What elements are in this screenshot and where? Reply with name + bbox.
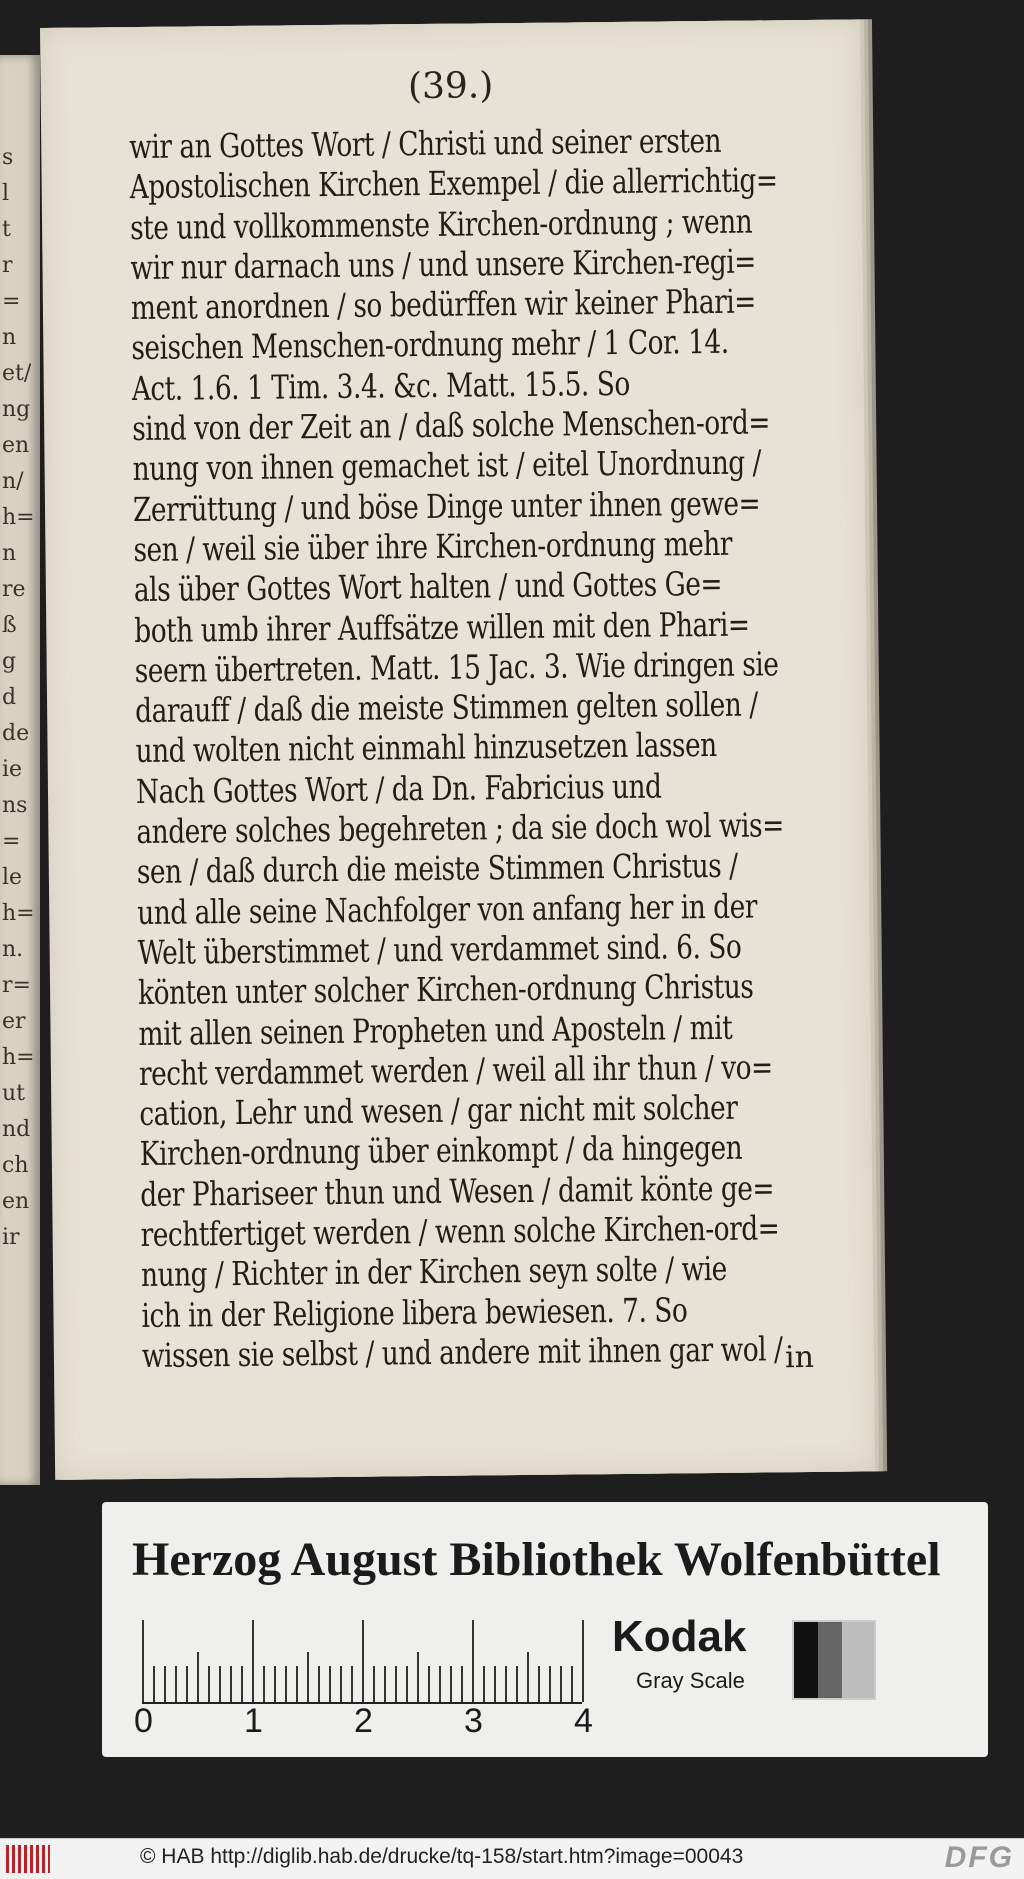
ruler-tick bbox=[450, 1666, 452, 1702]
text-line: der Phariseer thun und Wesen / damit könte ge= bbox=[140, 1168, 775, 1214]
ruler-tick bbox=[197, 1652, 199, 1702]
left-page-fragment: ns bbox=[2, 793, 28, 818]
left-page-fragment: t bbox=[2, 217, 11, 242]
text-line: wir nur darnach uns / und unsere Kirchen-regi= bbox=[130, 241, 757, 287]
text-line: cation, Lehr und wesen / gar nicht mit solcher bbox=[139, 1087, 738, 1134]
left-page-fragment: ng bbox=[2, 397, 31, 422]
book-page bbox=[40, 19, 875, 1480]
dfg-logo: DFG bbox=[944, 1841, 1014, 1874]
footer-credit-link[interactable]: © HAB http://diglib.hab.de/drucke/tq-158/start.htm?image=00043 bbox=[140, 1845, 744, 1868]
ruler-tick bbox=[428, 1666, 430, 1702]
text-line: andere solches begehreten ; da sie doch wol wis= bbox=[136, 805, 784, 852]
text-line: als über Gottes Wort halten / und Gottes Ge= bbox=[133, 564, 723, 610]
ruler-tick bbox=[516, 1666, 518, 1702]
text-line: rechtfertiget werden / wenn solche Kirchen-ord= bbox=[140, 1208, 780, 1255]
text-line: sen / daß durch die meiste Stimmen Christus / bbox=[136, 846, 738, 892]
gray-scale-swatch bbox=[792, 1620, 876, 1700]
ruler-tick bbox=[186, 1666, 188, 1702]
left-page-fragment: ut bbox=[2, 1081, 26, 1106]
text-line: Zerrüttung / und böse Dinge unter ihnen gewe= bbox=[132, 483, 761, 529]
ruler-tick bbox=[263, 1666, 265, 1702]
left-page-fragment: et/ bbox=[2, 361, 32, 386]
left-page-fragment: l bbox=[2, 181, 10, 206]
left-page-fragment: n bbox=[2, 325, 17, 350]
text-line: ich in der Religione libera bewiesen. 7. So bbox=[141, 1289, 688, 1335]
ruler-tick bbox=[142, 1620, 144, 1702]
text-line: Welt überstimmet / und verdammet sind. 6. So bbox=[137, 926, 742, 972]
kodak-gray-scale-label: Gray Scale bbox=[636, 1668, 745, 1693]
ruler-tick bbox=[329, 1666, 331, 1702]
ruler-tick bbox=[395, 1666, 397, 1702]
left-page-fragment: r bbox=[2, 253, 13, 278]
left-page-fragment: re bbox=[2, 577, 26, 602]
ruler-tick bbox=[406, 1666, 408, 1702]
left-page-fragment: n. bbox=[2, 937, 24, 962]
ruler-number: 3 bbox=[464, 1702, 483, 1740]
ruler-tick bbox=[241, 1666, 243, 1702]
text-line: seern übertreten. Matt. 15 Jac. 3. Wie dringen sie bbox=[134, 644, 779, 690]
left-page-fragment: h= bbox=[2, 505, 35, 530]
ruler-tick bbox=[582, 1620, 584, 1702]
ruler-tick bbox=[340, 1666, 342, 1702]
text-line: wir an Gottes Wort / Christi und seiner ersten bbox=[129, 120, 722, 167]
text-line: ste und vollkommenste Kirchen-ordnung ; wenn bbox=[129, 201, 753, 247]
text-line: sind von der Zeit an / daß solche Menschen-ord= bbox=[131, 402, 771, 449]
ruler-tick bbox=[417, 1652, 419, 1702]
left-page-edge bbox=[0, 55, 40, 1485]
text-line: Act. 1.6. 1 Tim. 3.4. &c. Matt. 15.5. So bbox=[131, 363, 630, 408]
ruler-tick bbox=[527, 1652, 529, 1702]
left-page-fragment: en bbox=[2, 1189, 30, 1214]
left-page-fragment: ch bbox=[2, 1153, 29, 1178]
ruler-tick bbox=[494, 1666, 496, 1702]
left-page-fragment: er bbox=[2, 1009, 26, 1034]
left-page-fragment: n/ bbox=[2, 469, 24, 494]
left-page-fragment: r= bbox=[2, 973, 31, 998]
left-page-fragment: le bbox=[2, 865, 23, 890]
ruler-tick bbox=[362, 1620, 364, 1702]
text-line: nung von ihnen gemachet ist / eitel Unordnung / bbox=[132, 442, 762, 489]
left-page-fragment: en bbox=[2, 433, 30, 458]
left-page-fragment: de bbox=[2, 721, 30, 746]
ruler-tick bbox=[549, 1666, 551, 1702]
ruler-tick bbox=[219, 1666, 221, 1702]
left-page-fragment: ß bbox=[2, 613, 17, 638]
ruler-tick bbox=[175, 1666, 177, 1702]
ruler-tick bbox=[439, 1666, 441, 1702]
left-page-fragment: s bbox=[2, 145, 14, 170]
left-page-fragment: ir bbox=[2, 1225, 20, 1250]
ruler-tick bbox=[208, 1666, 210, 1702]
text-line: und alle seine Nachfolger von anfang her in der bbox=[137, 886, 758, 932]
ruler-tick bbox=[230, 1666, 232, 1702]
text-line: seischen Menschen-ordnung mehr / 1 Cor. 14. bbox=[131, 322, 729, 368]
kodak-brand: Kodak bbox=[612, 1612, 747, 1661]
text-line: nung / Richter in der Kirchen seyn solte / wie bbox=[140, 1249, 728, 1295]
text-line: Apostolischen Kirchen Exempel / die allerrichtig= bbox=[129, 160, 778, 207]
ruler-tick bbox=[384, 1666, 386, 1702]
text-line: könten unter solcher Kirchen-ordnung Christus bbox=[137, 966, 754, 1013]
ruler-tick bbox=[351, 1666, 353, 1702]
ruler-number: 1 bbox=[244, 1702, 263, 1740]
hab-barcode-icon bbox=[6, 1845, 50, 1873]
ruler-tick bbox=[296, 1666, 298, 1702]
ruler-tick bbox=[538, 1666, 540, 1702]
left-page-fragment: = bbox=[2, 829, 21, 854]
ruler-tick bbox=[505, 1666, 507, 1702]
ruler-tick bbox=[461, 1666, 463, 1702]
text-line: darauff / daß die meiste Stimmen gelten sollen / bbox=[134, 684, 758, 731]
left-page-fragment: n bbox=[2, 541, 17, 566]
left-page-fragment: g bbox=[2, 649, 17, 674]
ruler-tick bbox=[560, 1666, 562, 1702]
text-line: Nach Gottes Wort / da Dn. Fabricius und bbox=[135, 766, 662, 811]
ruler-tick bbox=[307, 1652, 309, 1702]
ruler-tick bbox=[472, 1620, 474, 1702]
text-line: und wolten nicht einmahl hinzusetzen lassen bbox=[135, 725, 717, 771]
left-page-fragment: h= bbox=[2, 901, 35, 926]
left-page-fragment: = bbox=[2, 289, 21, 314]
ruler-tick bbox=[373, 1666, 375, 1702]
ruler-tick bbox=[483, 1666, 485, 1702]
footer-bar bbox=[0, 1838, 1024, 1879]
library-name: Herzog August Bibliothek Wolfenbüttel bbox=[132, 1533, 941, 1586]
text-line: ment anordnen / so bedürffen wir keiner Phari= bbox=[130, 281, 757, 328]
ruler-tick bbox=[252, 1620, 254, 1702]
ruler-tick bbox=[318, 1666, 320, 1702]
page-text-block bbox=[129, 120, 814, 1376]
ruler-tick bbox=[164, 1666, 166, 1702]
left-page-fragment: h= bbox=[2, 1045, 35, 1070]
text-line: sen / weil sie über ihre Kirchen-ordnung mehr bbox=[133, 523, 733, 570]
ruler-tick bbox=[285, 1666, 287, 1702]
ruler-number: 2 bbox=[354, 1702, 373, 1740]
left-page-fragment: d bbox=[2, 685, 17, 710]
text-line: wissen sie selbst / und andere mit ihnen gar wol / bbox=[141, 1329, 783, 1375]
text-line: mit allen seinen Propheten und Aposteln / mit bbox=[138, 1007, 733, 1053]
text-line: recht verdammet werden / weil all ihr thun / vo= bbox=[138, 1047, 773, 1093]
ruler-number: 0 bbox=[134, 1702, 153, 1740]
ruler-tick bbox=[571, 1666, 573, 1702]
page-number: (39.) bbox=[407, 65, 494, 108]
text-line: Kirchen-ordnung über einkompt / da hingegen bbox=[139, 1128, 743, 1174]
ruler-tick bbox=[274, 1666, 276, 1702]
ruler-number: 4 bbox=[574, 1702, 593, 1740]
left-page-fragment: ie bbox=[2, 757, 23, 782]
left-page-fragment: nd bbox=[2, 1117, 31, 1142]
catchword: in bbox=[784, 1339, 815, 1376]
text-line: both umb ihrer Auffsätze willen mit den Phari= bbox=[134, 604, 750, 650]
color-scale-card bbox=[102, 1502, 988, 1757]
ruler-tick bbox=[153, 1666, 155, 1702]
